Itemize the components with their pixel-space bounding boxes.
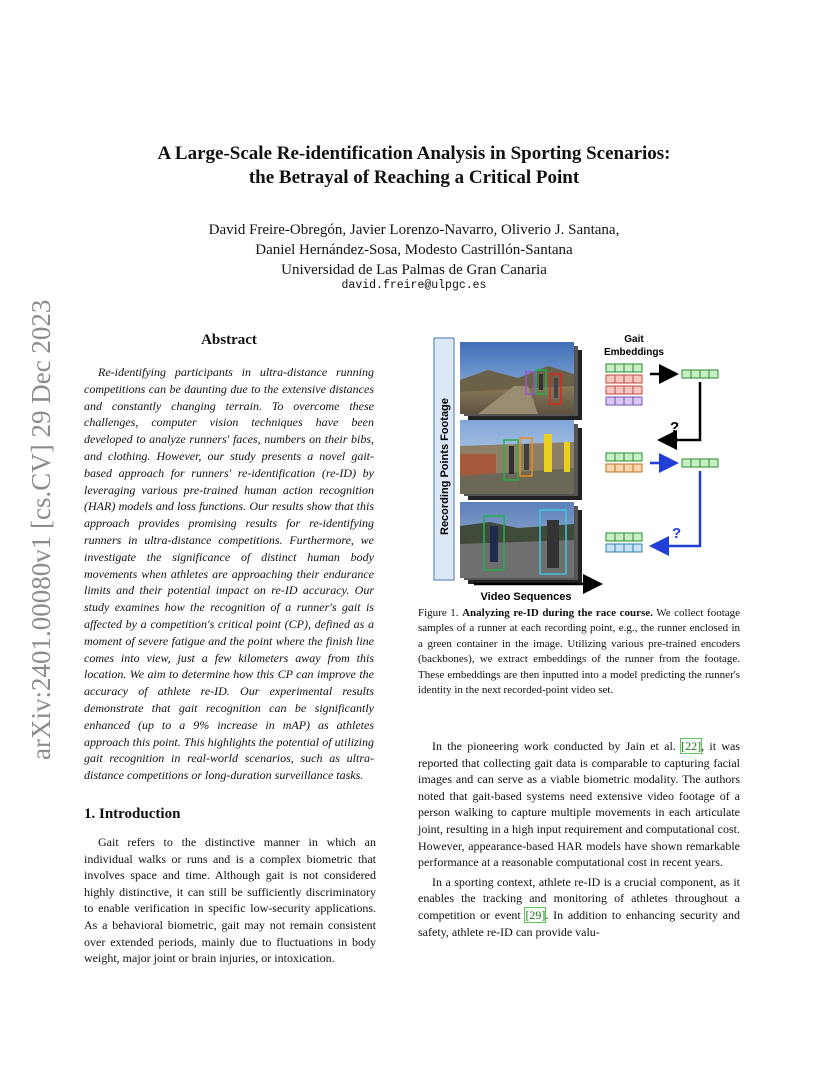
arxiv-stamp-text: arXiv:2401.00080v1 [cs.CV] 29 Dec 2023 (26, 299, 56, 760)
title-line-2: the Betrayal of Reaching a Critical Point (248, 167, 580, 188)
author-block (80, 220, 748, 280)
right-p2-text-b: . In addition to enhancing security and safety, athlete re-ID can provide valu- (418, 907, 740, 939)
title-line-1: A Large-Scale Re-identification Analysis in Sporting Scenarios: (157, 143, 671, 164)
caption-text: We collect footage samples of a runner at each recording point, e.g., the runner enclosed in a green container in the image. Utilizing various pre-trained encoders (backbones), we extract embeddings of the runner from the footage. These embeddings are then inputted into a model predicting the runner's identity in the next recorded-point video set. (418, 607, 741, 697)
figure-1 (418, 330, 744, 602)
intro-paragraph: Gait refers to the distinctive manner in which an individual walks or runs and is a complex biometric that involves space and time. Although gait is not considered highly distinctive, it can still be sufficiently discriminatory to enable verification in specific low-security applications. As a behavioral biometric, gait may not remain consistent over extended periods, mainly due to fluctuations in body weight, major joint or brain injuries, or intoxication. (84, 835, 376, 966)
affiliation: Universidad de Las Palmas de Gran Canaria (281, 262, 547, 278)
author-email[interactable]: david.freire@ulpgc.es (341, 279, 487, 292)
caption-bold: Analyzing re-ID during the race course. (462, 607, 653, 619)
recording-points-label: Recording Points Footage (439, 398, 451, 535)
arxiv-stamp (14, 270, 66, 770)
caption-prefix: Figure 1. (418, 607, 459, 619)
authors-line-2: Daniel Hernández-Sosa, Modesto Castrillón-Santana (255, 242, 573, 258)
right-column-body (418, 738, 740, 943)
right-p1-text-b: , it was reported that collecting gait data is comparable to capturing facial images and can serve as a viable biometric modality. The authors noted that gait-based systems need extensive video footage of a person walking to capture multiple movements in each articulate joint, resulting in a high input requirement and computational cost. However, appearance-based HAR models have shown remarkable performance at a reasonable computational cost in recent years. (418, 739, 740, 870)
figure-1-caption (418, 606, 740, 698)
embedding-group-2 (606, 453, 642, 472)
output-embedding-2 (682, 459, 718, 467)
footage-stack-3 (460, 502, 582, 584)
right-p2-text-a: In a sporting context, athlete re-ID is a crucial component, as it enables the tracking and monitoring of athletes throughout a competition or event (418, 874, 740, 922)
figure-1-diagram (418, 330, 744, 602)
abstract-heading: Abstract (201, 332, 257, 348)
intro-heading: 1. Introduction (84, 806, 181, 822)
right-paragraph-2 (418, 874, 740, 940)
right-paragraph-1 (418, 738, 740, 871)
question-mark-2: ? (672, 525, 682, 542)
footage-stack-1 (460, 342, 582, 420)
embeddings-label-2: Embeddings (603, 347, 665, 358)
abstract-body: Re-identifying participants in ultra-distance running competitions can be daunting due to the extensive distances and constantly changing terrain. To overcome these challenges, computer vision techniques have been developed to analyze runners' faces, numbers on their bibs, and clothing. However, our study presents a novel gait-based approach for runners' re-identification (re-ID) by leveraging various pre-trained human action recognition (HAR) models and loss functions. Our results show that this approach provides promising results for re-identifying runners in ultra-distance competitions. Furthermore, we investigate the significance of distinct human body movements when athletes are approaching their endurance limits and their potential impact on re-ID accuracy. Our study examines how the recognition of a runner's gait is affected by a competition's critical point (CP), defined as a moment of severe fatigue and the point where the finish line comes into view, just a few kilometers away from this location. We aim to determine how this CP can improve the accuracy of athlete re-ID. Our experimental results demonstrate that gait recognition can be significantly enhanced (up to a 9% increase in mAP) as athletes approach this point. This highlights the potential of utilizing gait recognition in real-world scenarios, such as ultra-distance competitions or long-duration surveillance tasks. (84, 365, 374, 783)
embeddings-label-1: Gait (624, 334, 644, 345)
embedding-group-1 (606, 364, 642, 405)
question-mark-1: ? (670, 419, 680, 436)
citation-29[interactable]: [29] (525, 907, 546, 922)
right-p1-text-a: In the pioneering work conducted by Jain et al. (432, 739, 682, 753)
embedding-group-3 (606, 533, 642, 552)
arrow-down-left-1 (662, 382, 700, 440)
paper-title (80, 142, 748, 190)
authors-line-1: David Freire-Obregón, Javier Lorenzo-Navarro, Oliverio J. Santana, (208, 222, 620, 238)
video-sequences-label: Video Sequences (480, 591, 572, 602)
output-embedding-1 (682, 370, 718, 378)
footage-stack-2 (460, 420, 582, 500)
citation-22[interactable]: [22] (681, 739, 702, 753)
